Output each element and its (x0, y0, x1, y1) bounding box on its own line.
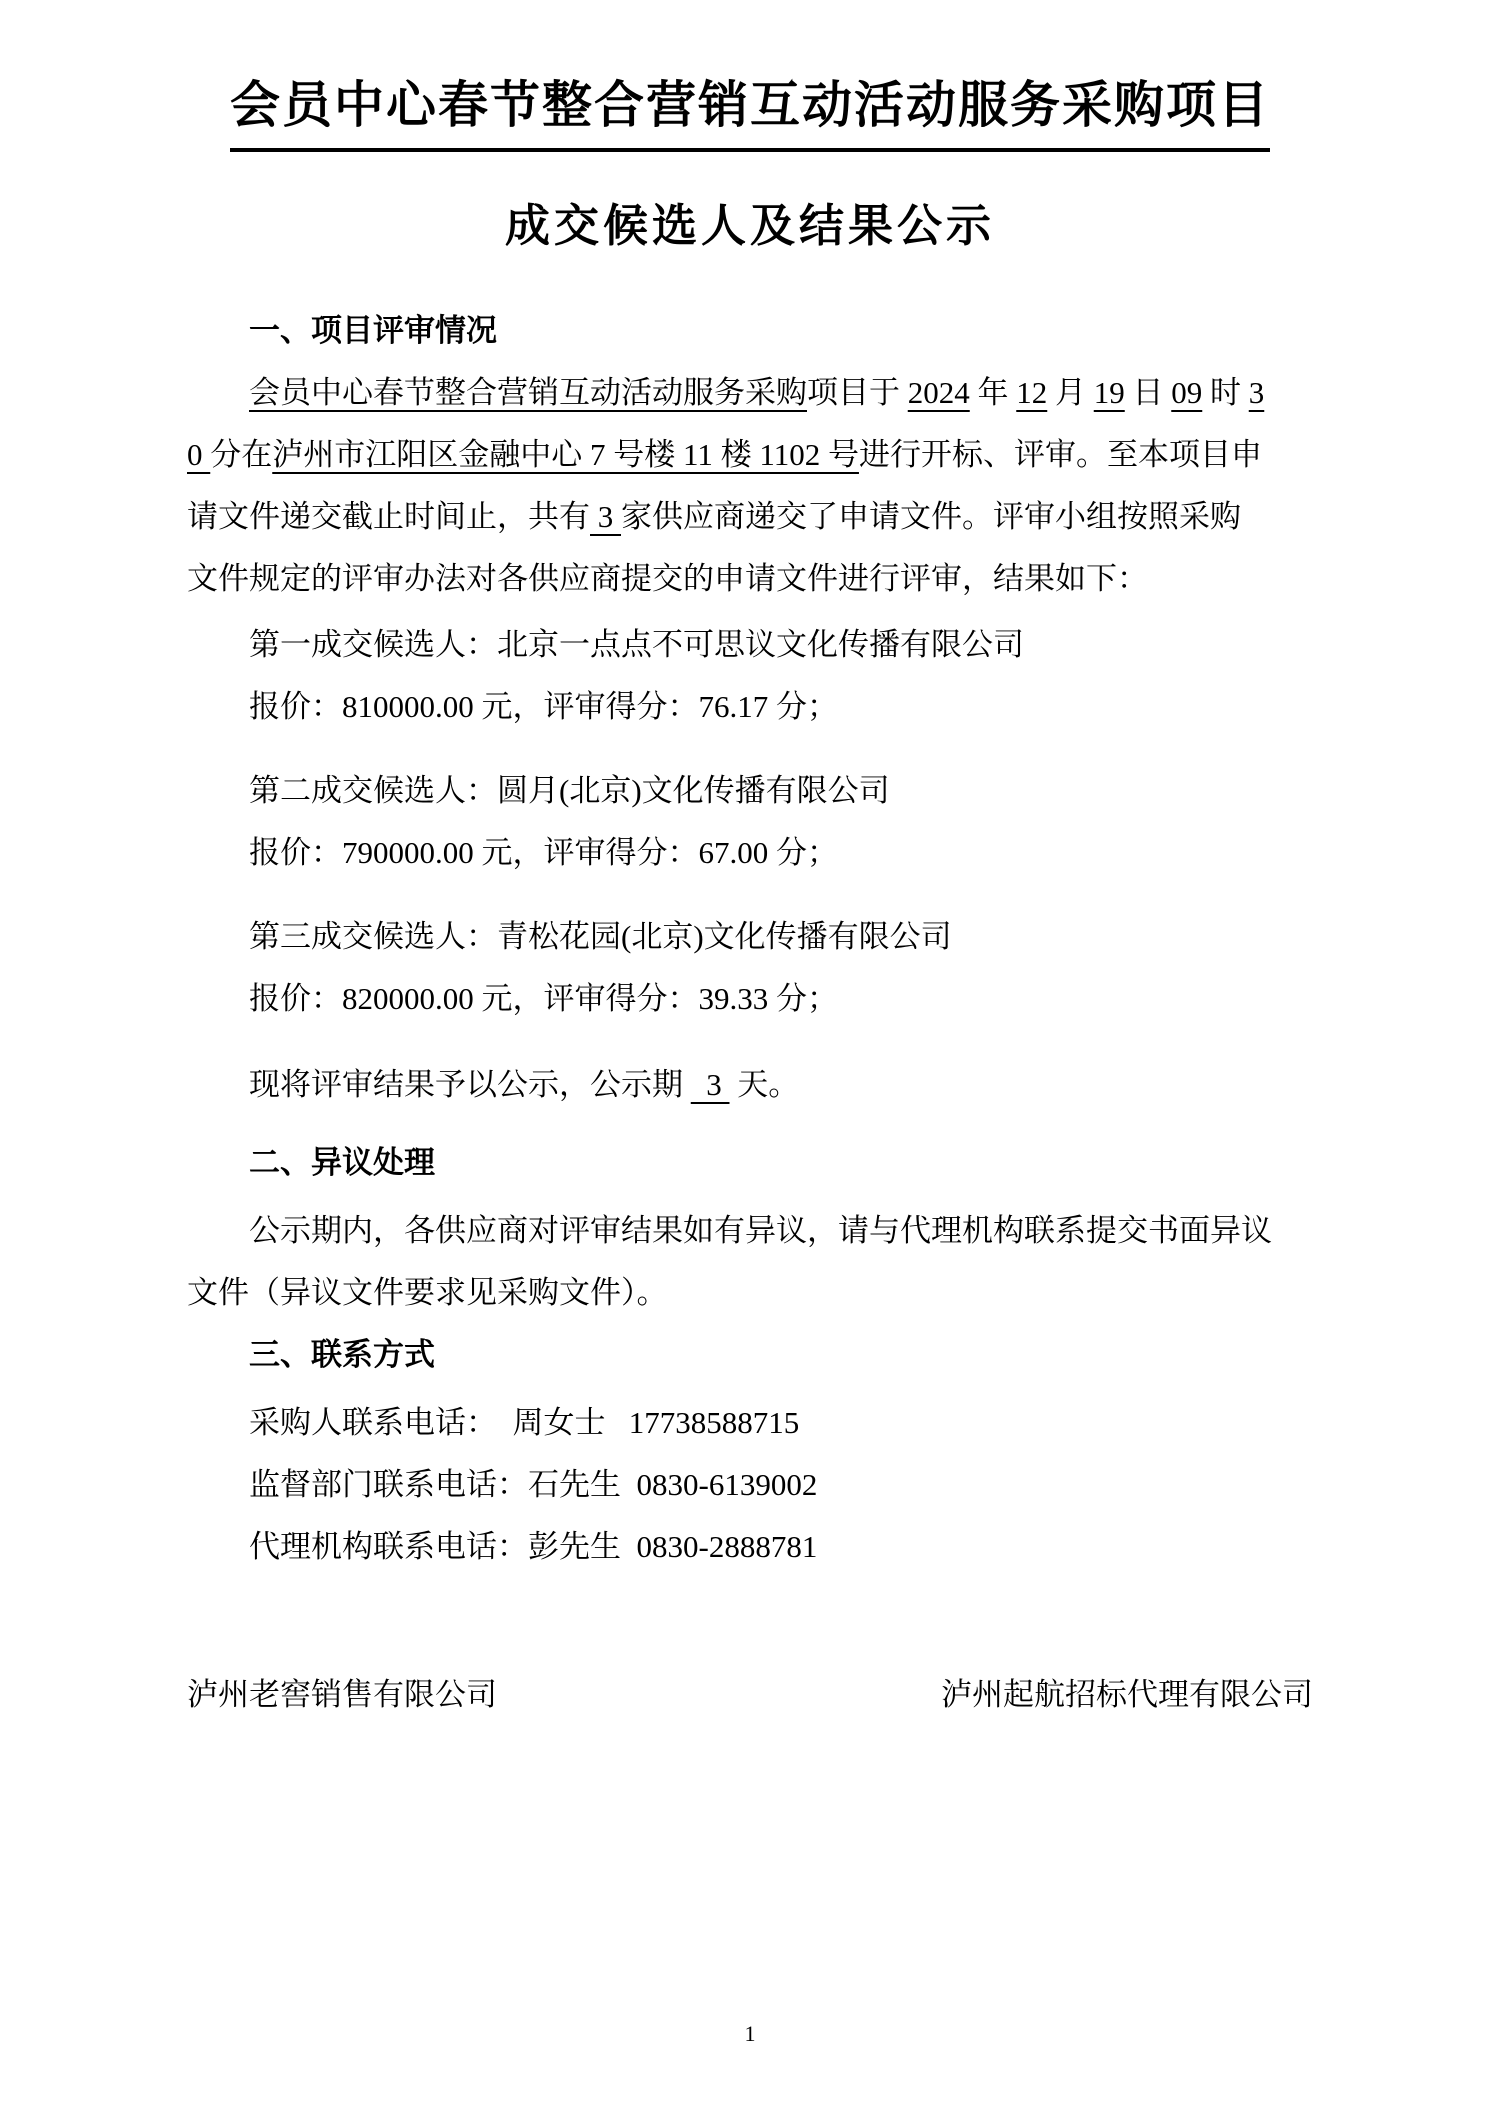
purchaser-contact-line: 采购人联系电话： 周女士 17738588715 (249, 1405, 800, 1440)
underlined-text: 3 (1248, 375, 1265, 410)
signature-row (187, 1664, 1313, 1726)
review-paragraph (187, 362, 1313, 610)
paragraph-line (187, 486, 1313, 548)
paragraph-line: 文件（异议文件要求见采购文件）。 (187, 1275, 668, 1310)
contact-list (187, 1392, 1313, 1578)
paragraph-line (187, 424, 1313, 486)
document-subtitle: 成交候选人及结果公示 (504, 200, 995, 251)
purchaser-company: 泸州老窖销售有限公司 (187, 1677, 497, 1712)
section-heading-objection: 二、异议处理 (249, 1145, 435, 1180)
underlined-text: 3 (590, 499, 621, 534)
plain-text: 月 (1047, 375, 1094, 410)
candidate-price: 报价：790000.00 元，评审得分：67.00 分； (249, 835, 838, 870)
paragraph-line (187, 362, 1313, 424)
underlined-text: 12 (1016, 375, 1048, 410)
candidate-price: 报价：810000.00 元，评审得分：76.17 分； (249, 689, 838, 724)
underlined-text: 19 (1093, 375, 1125, 410)
candidate-block (187, 760, 1313, 884)
plain-text: 现将评审结果予以公示，公示期 (249, 1067, 691, 1102)
underlined-text: 2024 (907, 375, 970, 410)
section-heading-review: 一、项目评审情况 (249, 313, 497, 348)
publicity-period-line (187, 1054, 1313, 1116)
plain-text: 年 (969, 375, 1017, 410)
plain-text: 请文件递交截止时间止，共有 (187, 499, 590, 534)
document-title-row (187, 70, 1313, 152)
candidate-name: 第一成交候选人：北京一点点不可思议文化传播有限公司 (249, 627, 1024, 662)
document-title: 会员中心春节整合营销互动活动服务采购项目 (230, 70, 1270, 152)
candidate-block (187, 906, 1313, 1030)
plain-text: 进行开标、评审。至本项目申 (858, 437, 1262, 472)
supervision-contact-line: 监督部门联系电话：石先生 0830-6139002 (249, 1467, 818, 1502)
paragraph-line (187, 548, 1313, 610)
underlined-text: 0 (187, 437, 211, 472)
page-number: 1 (744, 2021, 756, 2046)
underlined-text: 会员中心春节整合营销互动活动服务采购 (249, 375, 807, 410)
plain-text: 日 (1124, 375, 1172, 410)
candidate-name: 第二成交候选人：圆月(北京)文化传播有限公司 (249, 773, 890, 808)
plain-text: 项目于 (807, 375, 908, 410)
agency-company: 泸州起航招标代理有限公司 (941, 1677, 1313, 1712)
candidate-price: 报价：820000.00 元，评审得分：39.33 分； (249, 981, 838, 1016)
agency-contact-line: 代理机构联系电话：彭先生 0830-2888781 (249, 1529, 818, 1564)
underlined-text: 3 (690, 1067, 730, 1102)
section-heading-contact: 三、联系方式 (249, 1337, 435, 1372)
candidate-block (187, 614, 1313, 738)
paragraph-line: 公示期内，各供应商对评审结果如有异议，请与代理机构联系提交书面异议 (249, 1213, 1272, 1248)
plain-text: 文件规定的评审办法对各供应商提交的申请文件进行评审，结果如下： (187, 561, 1148, 596)
underlined-text: 09 (1171, 375, 1203, 410)
underlined-text: 泸州市江阳区金融中心 7 号楼 11 楼 1102 号 (272, 437, 859, 472)
candidate-name: 第三成交候选人：青松花园(北京)文化传播有限公司 (249, 919, 952, 954)
plain-text: 时 (1202, 375, 1249, 410)
plain-text: 分在 (210, 437, 273, 472)
plain-text: 天。 (729, 1067, 800, 1102)
plain-text: 家供应商递交了申请文件。评审小组按照采购 (621, 499, 1241, 534)
objection-paragraph (187, 1200, 1313, 1324)
